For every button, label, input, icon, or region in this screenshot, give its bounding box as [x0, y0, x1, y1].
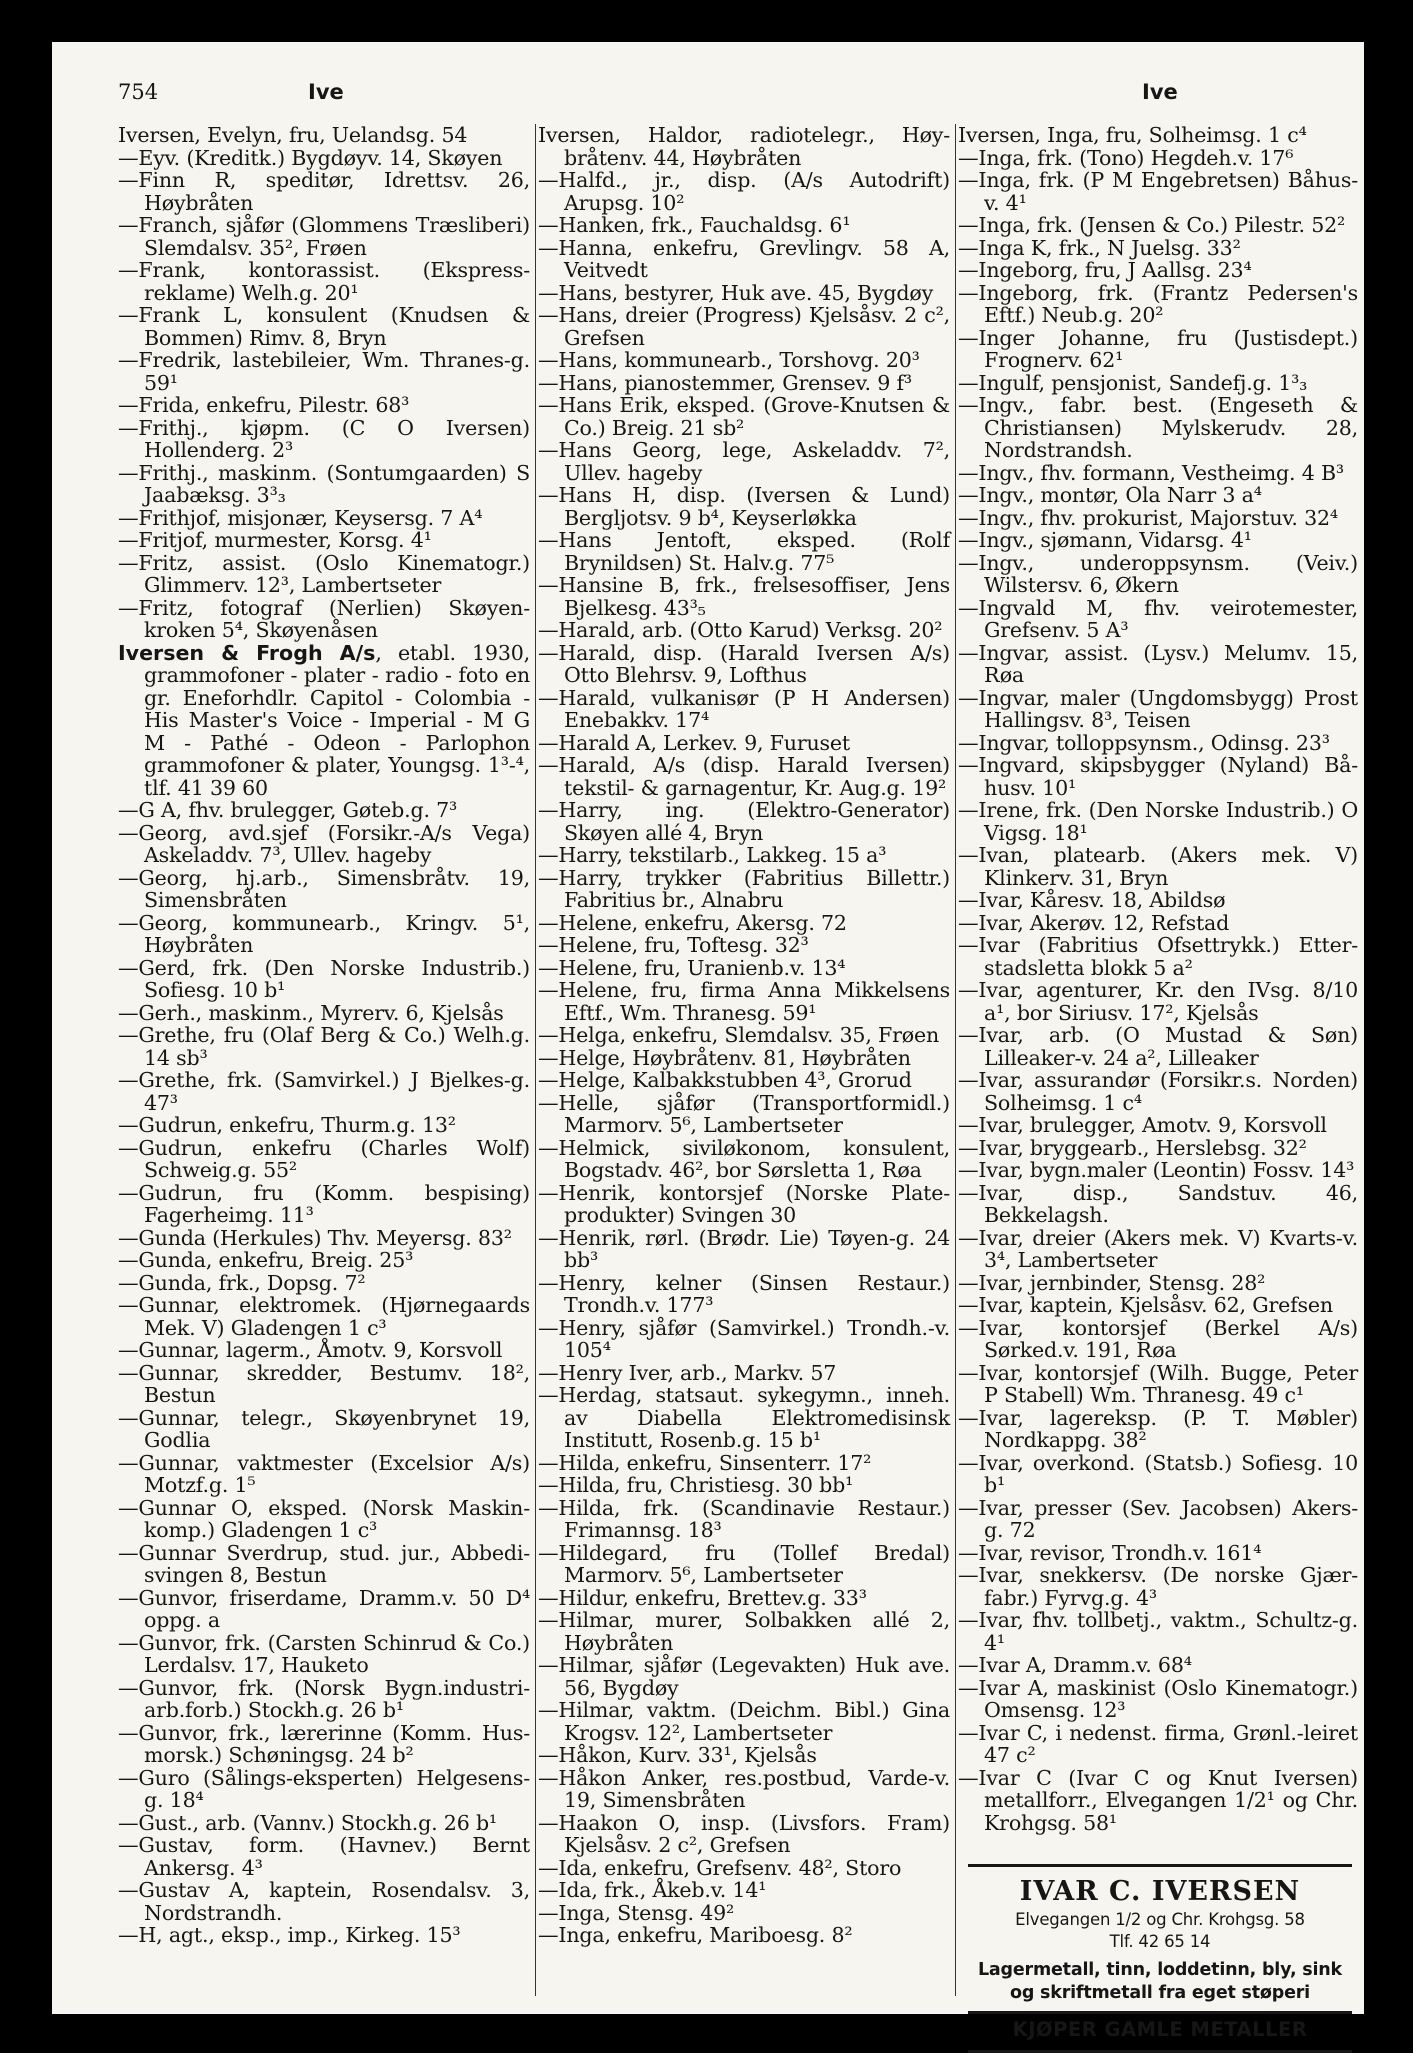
directory-entry: —Georg, kommunearb., Kringv. 5¹, Høybråten: [118, 910, 530, 957]
column-divider: [955, 124, 956, 1996]
directory-entry: —Harald, vulkanisør (P H Andersen) Enebakkv. 17⁴: [538, 685, 950, 732]
directory-entry: —Ingvard, skipsbygger (Nyland) Bå-husv. 10¹: [958, 753, 1358, 800]
directory-entry: —Gunvor, frk. (Norsk Bygn.industri-arb.forb.) Stockh.g. 26 b¹: [118, 1675, 530, 1722]
directory-entry: —Ivar, snekkersv. (De norske Gjær-fabr.) Fyrvg.g. 4³: [958, 1563, 1358, 1610]
directory-entry: —Harald, arb. (Otto Karud) Verksg. 20²: [538, 618, 943, 642]
directory-entry: —Ivar, agenturer, Kr. den IVsg. 8/10 a¹, bor Siriusv. 17², Kjelsås: [958, 978, 1358, 1025]
directory-entry: —Hilda, fru, Christiesg. 30 bb¹: [538, 1473, 854, 1497]
directory-entry: —Frithjof, misjonær, Keysersg. 7 A⁴: [118, 505, 483, 530]
directory-entry: —Helge, Kalbakkstubben 4³, Grorud: [538, 1068, 912, 1092]
directory-entry: —Harry, ing. (Elektro-Generator) Skøyen allé 4, Bryn: [538, 798, 950, 845]
directory-entry: —Gerh., maskinm., Myrerv. 6, Kjelsås: [118, 1000, 504, 1025]
page-header: [52, 80, 1364, 110]
directory-column-3: [958, 123, 1358, 2041]
directory-entry: —Ingv., underoppsynsm. (Veiv.) Wilstersv. 6, Økern: [958, 550, 1358, 597]
directory-entry: —Hans Erik, eksped. (Grove-Knutsen & Co.) Breig. 21 sb²: [538, 393, 950, 440]
directory-entry: —Grethe, fru (Olaf Berg & Co.) Welh.g. 14 sb³: [118, 1023, 530, 1070]
directory-entry: —Ivar C (Ivar C og Knut Iversen) metallforr., Elvegangen 1/2¹ og Chr. Krohgsg. 58¹: [958, 1765, 1358, 1835]
directory-entry: —Ivar, Akerøv. 12, Refstad: [958, 910, 1230, 935]
directory-entry: —Inga, frk. (P M Engebretsen) Båhus-v. 4¹: [958, 168, 1358, 215]
directory-entry: —Ivar, assurandør (Forsikr.s. Norden) Solheimsg. 1 c⁴: [958, 1068, 1358, 1115]
directory-entry: —Georg, hj.arb., Simensbråtv. 19, Simensbråten: [118, 865, 530, 912]
directory-entry: —Irene, frk. (Den Norske Industrib.) O Vigsg. 18¹: [958, 798, 1358, 845]
directory-column-2: [538, 124, 950, 1996]
directory-entry: —Ingv., fabr. best. (Engeseth & Christiansen) Mylskerudv. 28, Nordstrandsh.: [958, 393, 1358, 462]
directory-entry: Iversen, Evelyn, fru, Uelandsg. 54: [118, 123, 468, 147]
directory-entry: —Inga, frk. (Tono) Hegdeh.v. 17⁶: [958, 145, 1294, 170]
ad-company-name: IVAR C. IVERSEN: [1019, 1876, 1301, 1907]
directory-entry: —Gunnar, elektromek. (Hjørnegaards Mek. V) Gladengen 1 c³: [118, 1293, 530, 1340]
directory-entry: —Gustav A, kaptein, Rosendalsv. 3, Nordstrandh.: [118, 1878, 530, 1925]
directory-entry: —H, agt., eksp., imp., Kirkeg. 15³: [118, 1923, 461, 1947]
directory-entry: —Ivar A, maskinist (Oslo Kinematogr.) Omsensg. 12³: [958, 1675, 1358, 1722]
directory-entry: —Ida, frk., Åkeb.v. 14¹: [538, 1878, 767, 1902]
directory-entry: —Gunnar, telegr., Skøyenbrynet 19, Godlia: [118, 1405, 530, 1452]
directory-entry: —Ida, enkefru, Grefsenv. 48², Storo: [538, 1855, 902, 1880]
directory-entry: —Hanken, frk., Fauchaldsg. 6¹: [538, 213, 851, 237]
directory-entry: —Hans H, disp. (Iversen & Lund) Bergljotsv. 9 b⁴, Keyserløkka: [538, 483, 950, 530]
directory-entry: —Inga, Stensg. 49²: [538, 1900, 735, 1925]
directory-entry: —Helene, fru, Uranienb.v. 13⁴: [538, 955, 846, 980]
directory-entry: —Ivar, disp., Sandstuv. 46, Bekkelagsh.: [958, 1180, 1358, 1227]
directory-entry: —Ivar, kaptein, Kjelsåsv. 62, Grefsen: [958, 1293, 1333, 1317]
ad-phone: Tlf. 42 65 14: [1109, 1932, 1211, 1951]
directory-entry: —Hilmar, vaktm. (Deichm. Bibl.) Gina Krogsv. 12², Lambertseter: [538, 1698, 950, 1745]
directory-entry: —Helge, Høybråtenv. 81, Høybråten: [538, 1045, 911, 1070]
directory-entry: —Gunnar, vaktmester (Excelsior A/s) Motzf.g. 1⁵: [118, 1450, 530, 1497]
directory-entry: —Frithj., kjøpm. (C O Iversen) Hollenderg. 2³: [118, 415, 530, 462]
directory-entry: —Ingvar, maler (Ungdomsbygg) Prost Hallingsv. 8³, Teisen: [958, 685, 1358, 732]
directory-entry: —Helene, enkefru, Akersg. 72: [538, 910, 847, 935]
directory-entry: —Ingv., fhv. formann, Vestheimg. 4 B³: [958, 460, 1344, 485]
directory-entry: —Fritz, assist. (Oslo Kinematogr.) Glimmerv. 12³, Lambertseter: [118, 550, 530, 597]
directory-entry: —Ingvald M, fhv. veirotemester, Grefsenv. 5 A³: [958, 595, 1358, 642]
directory-entry: —Fritjof, murmester, Korsg. 4¹: [118, 528, 432, 552]
directory-entry: —Ivar, kontorsjef (Berkel A/s) Sørked.v. 191, Røa: [958, 1315, 1358, 1362]
directory-entry: Iversen & Frogh A/s, etabl. 1930, grammofoner - plater - radio - foto en gr. Eneforhdlr. Capitol - Colombia - His Master's Voice - Imperial - M G M - Pathé - Odeon - Parlophon grammofoner & plater, Youngsg. 1³-⁴, tlf. 41 39 60: [118, 640, 530, 800]
directory-entry: —Ivar, lagereksp. (P. T. Møbler) Nordkappg. 38²: [958, 1405, 1358, 1452]
directory-entry: —Hans, kommunearb., Torshovg. 20³: [538, 348, 920, 372]
directory-entry: —Helmick, siviløkonom, konsulent, Bogstadv. 46², bor Sørsletta 1, Røa: [538, 1135, 950, 1182]
directory-entry: —Grethe, frk. (Samvirkel.) J Bjelkes-g. 47³: [118, 1068, 530, 1115]
directory-entry: —Ingeborg, fru, J Aallsg. 23⁴: [958, 258, 1252, 282]
directory-entry: —Gustav, form. (Havnev.) Bernt Ankersg. 4³: [118, 1833, 530, 1880]
directory-page: [52, 42, 1364, 2041]
directory-entry: —Haakon O, insp. (Livsfors. Fram) Kjelsåsv. 2 c², Grefsen: [538, 1810, 950, 1857]
advertisement: [968, 1864, 1352, 2053]
directory-entry: —Eyv. (Kreditk.) Bygdøyv. 14, Skøyen: [118, 145, 503, 170]
directory-entry: —Gunvor, frk., lærerinne (Komm. Hus-morsk.) Schøningsg. 24 b²: [118, 1720, 530, 1767]
directory-entry: —Hilda, enkefru, Sinsenterr. 17²: [538, 1450, 872, 1475]
directory-entry: —Helle, sjåfør (Transportformidl.) Marmorv. 5⁶, Lambertseter: [538, 1090, 950, 1137]
directory-entry: —Håkon Anker, res.postbud, Varde-v. 19, Simensbråten: [538, 1765, 950, 1812]
directory-entry: —Hildegard, fru (Tollef Bredal) Marmorv. 5⁶, Lambertseter: [538, 1540, 950, 1587]
directory-entry: —Hildur, enkefru, Brettev.g. 33³: [538, 1585, 867, 1610]
ad-products-line-1: Lagermetall, tinn, loddetinn, bly, sink: [977, 1960, 1342, 1980]
header-keyword-right: Ive: [1142, 80, 1178, 104]
directory-entry: —Ivar, arb. (O Mustad & Søn) Lilleaker-v. 24 a², Lilleaker: [958, 1023, 1358, 1070]
directory-entry: —Herdag, statsaut. sykegymn., inneh. av Diabella Elektromedisinsk Institutt, Rosenb.g. 15 b¹: [538, 1383, 950, 1452]
directory-column-1: [118, 124, 530, 1996]
directory-entry: —Gudrun, enkefru, Thurm.g. 13²: [118, 1113, 456, 1137]
directory-entry: —Frank L, konsulent (Knudsen & Bommen) Rimv. 8, Bryn: [118, 303, 530, 350]
directory-entry: —Gunnar Sverdrup, stud. jur., Abbedi-svingen 8, Bestun: [118, 1540, 530, 1587]
directory-entry: —Helene, fru, firma Anna Mikkelsens Eftf., Wm. Thranesg. 59¹: [538, 978, 950, 1025]
directory-entry: —Ivar, presser (Sev. Jacobsen) Akers-g. 72: [958, 1495, 1358, 1542]
directory-entry: —Ivan, platearb. (Akers mek. V) Klinkerv. 31, Bryn: [958, 843, 1358, 890]
directory-entry: Iversen, Inga, fru, Solheimsg. 1 c⁴: [958, 123, 1307, 147]
directory-entry: —G A, fhv. brulegger, Gøteb.g. 7³: [118, 798, 458, 822]
directory-entry: —Ivar, dreier (Akers mek. V) Kvarts-v. 3⁴, Lambertseter: [958, 1225, 1358, 1272]
directory-entry: —Helene, fru, Toftesg. 32³: [538, 933, 809, 957]
directory-entry: —Henrik, kontorsjef (Norske Plate-produkter) Svingen 30: [538, 1180, 950, 1227]
directory-entry: —Fredrik, lastebileier, Wm. Thranes-g. 59¹: [118, 348, 530, 395]
directory-entry: —Inger Johanne, fru (Justisdept.) Frognerv. 62¹: [958, 325, 1358, 372]
directory-entry: —Henry Iver, arb., Markv. 57: [538, 1360, 837, 1385]
directory-entry: —Ivar C, i nedenst. firma, Grønl.-leiret 47 c²: [958, 1720, 1358, 1767]
directory-entry: —Ivar, fhv. tollbetj., vaktm., Schultz-g. 4¹: [958, 1608, 1358, 1655]
directory-entry: —Hans, pianostemmer, Grensev. 9 f³: [538, 370, 912, 395]
column-3-entries: [958, 124, 1358, 1834]
directory-entry: —Hanna, enkefru, Grevlingv. 58 A, Veitvedt: [538, 235, 950, 282]
directory-entry: —Inga K, frk., N Juelsg. 33²: [958, 235, 1241, 260]
directory-entry: —Gunda, frk., Dopsg. 7²: [118, 1270, 366, 1295]
directory-entry: —Ivar, overkond. (Statsb.) Sofiesg. 10 b¹: [958, 1450, 1358, 1497]
directory-entry: —Ivar, bryggearb., Herslebsg. 32²: [958, 1135, 1307, 1160]
directory-entry: —Helga, enkefru, Slemdalsv. 35, Frøen: [538, 1023, 940, 1047]
page-number: 754: [118, 80, 159, 104]
directory-entry: —Håkon, Kurv. 33¹, Kjelsås: [538, 1743, 817, 1767]
directory-entry: —Frank, kontorassist. (Ekspress-reklame) Welh.g. 20¹: [118, 258, 530, 305]
ad-slogan: KJØPER GAMLE METALLER: [968, 2011, 1352, 2044]
directory-entry: —Frithj., maskinm. (Sontumgaarden) S Jaabæksg. 3³₃: [118, 460, 530, 507]
directory-entry: —Hansine B, frk., frelsesoffiser, Jens Bjelkesg. 43³₅: [538, 573, 950, 620]
directory-entry: —Henrik, rørl. (Brødr. Lie) Tøyen-g. 24 bb³: [538, 1225, 950, 1272]
directory-entry: —Gust., arb. (Vannv.) Stockh.g. 26 b¹: [118, 1810, 497, 1835]
directory-entry: —Harald A, Lerkev. 9, Furuset: [538, 730, 850, 755]
directory-entry: —Ingvar, tolloppsynsm., Odinsg. 23³: [958, 730, 1330, 755]
directory-entry: —Hans, bestyrer, Huk ave. 45, Bygdøy: [538, 280, 934, 305]
directory-entry: —Ingeborg, frk. (Frantz Pedersen's Eftf.) Neub.g. 20²: [958, 280, 1358, 327]
directory-entry: —Hans Jentoft, eksped. (Rolf Brynildsen) St. Halv.g. 77⁵: [538, 528, 950, 575]
directory-entry: —Ingulf, pensjonist, Sandefj.g. 1³₃: [958, 370, 1308, 395]
directory-entry: —Hans Georg, lege, Askeladdv. 7², Ullev. hageby: [538, 438, 950, 485]
header-keyword-left: Ive: [308, 80, 344, 104]
directory-entry: —Guro (Sålings-eksperten) Helgesens-g. 18⁴: [118, 1765, 530, 1812]
directory-entry: —Ivar, brulegger, Amotv. 9, Korsvoll: [958, 1113, 1327, 1137]
directory-entry: —Gunvor, frk. (Carsten Schinrud & Co.) Lerdalsv. 17, Hauketo: [118, 1630, 530, 1677]
directory-entry: —Henry, sjåfør (Samvirkel.) Trondh.-v. 105⁴: [538, 1315, 950, 1362]
directory-entry: —Gudrun, fru (Komm. bespising) Fagerheimg. 11³: [118, 1180, 530, 1227]
directory-entry: —Ivar A, Dramm.v. 68⁴: [958, 1653, 1192, 1677]
directory-entry: —Hilmar, murer, Solbakken allé 2, Høybråten: [538, 1608, 950, 1655]
directory-entry: —Harry, trykker (Fabritius Billettr.) Fabritius br., Alnabru: [538, 865, 950, 912]
directory-entry: —Halfd., jr., disp. (A/s Autodrift) Arupsg. 10²: [538, 168, 950, 215]
directory-entry: —Ingvar, assist. (Lysv.) Melumv. 15, Røa: [958, 640, 1358, 687]
directory-entry: —Hilda, frk. (Scandinavie Restaur.) Frimannsg. 18³: [538, 1495, 950, 1542]
directory-entry: —Gudrun, enkefru (Charles Wolf) Schweig.g. 55²: [118, 1135, 530, 1182]
directory-entry: —Ingv., fhv. prokurist, Majorstuv. 32⁴: [958, 505, 1338, 530]
directory-entry: —Harry, tekstilarb., Lakkeg. 15 a³: [538, 843, 887, 867]
directory-entry: —Gunda, enkefru, Breig. 25³: [118, 1248, 414, 1272]
directory-entry: —Gerd, frk. (Den Norske Industrib.) Sofiesg. 10 b¹: [118, 955, 530, 1002]
directory-entry: —Finn R, speditør, Idrettsv. 26, Høybråten: [118, 168, 530, 215]
directory-entry: —Ingv., sjømann, Vidarsg. 4¹: [958, 528, 1252, 552]
directory-entry: —Inga, enkefru, Mariboesg. 8²: [538, 1923, 853, 1947]
directory-entry: —Henry, kelner (Sinsen Restaur.) Trondh.v. 177³: [538, 1270, 950, 1317]
directory-entry: —Hilmar, sjåfør (Legevakten) Huk ave. 56, Bygdøy: [538, 1653, 950, 1700]
column-divider: [535, 124, 536, 1996]
directory-entry: —Ivar, revisor, Trondh.v. 161⁴: [958, 1540, 1262, 1565]
directory-entry: —Fritz, fotograf (Nerlien) Skøyen-kroken 5⁴, Skøyenåsen: [118, 595, 530, 642]
ad-address: Elvegangen 1/2 og Chr. Krohgsg. 58: [1015, 1910, 1305, 1929]
directory-entry: —Georg, avd.sjef (Forsikr.-A/s Vega) Askeladdv. 7³, Ullev. hageby: [118, 820, 530, 867]
directory-entry: —Gunnar, lagerm., Åmotv. 9, Korsvoll: [118, 1338, 503, 1362]
directory-entry: —Hans, dreier (Progress) Kjelsåsv. 2 c², Grefsen: [538, 303, 950, 350]
directory-entry: Iversen, Haldor, radiotelegr., Høy-bråtenv. 44, Høybråten: [538, 123, 950, 170]
directory-entry: —Ivar, jernbinder, Stensg. 28²: [958, 1270, 1266, 1295]
directory-entry: —Gunnar, skredder, Bestumv. 18², Bestun: [118, 1360, 530, 1407]
directory-entry: —Gunnar O, eksped. (Norsk Maskin-komp.) Gladengen 1 c³: [118, 1495, 530, 1542]
directory-entry: —Harald, A/s (disp. Harald Iversen) tekstil- & garnagentur, Kr. Aug.g. 19²: [538, 753, 950, 800]
directory-entry: —Ivar, Kåresv. 18, Abildsø: [958, 888, 1226, 912]
directory-entry: —Inga, frk. (Jensen & Co.) Pilestr. 52²: [958, 213, 1346, 237]
directory-entry: —Ingv., montør, Ola Narr 3 a⁴: [958, 483, 1262, 507]
directory-entry: —Harald, disp. (Harald Iversen A/s) Otto Blehrsv. 9, Lofthus: [538, 640, 950, 687]
directory-entry: —Frida, enkefru, Pilestr. 68³: [118, 393, 410, 417]
ad-products-line-2: og skriftmetall fra eget støperi: [1010, 1983, 1310, 2003]
directory-entry: —Franch, sjåfør (Glommens Træsliberi) Slemdalsv. 35², Frøen: [118, 213, 530, 260]
directory-entry: —Ivar, bygn.maler (Leontin) Fossv. 14³: [958, 1158, 1355, 1182]
directory-entry: —Gunvor, friserdame, Dramm.v. 50 D⁴ oppg. a: [118, 1585, 530, 1632]
directory-entry: —Gunda (Herkules) Thv. Meyersg. 83²: [118, 1225, 512, 1250]
directory-entry: —Ivar, kontorsjef (Wilh. Bugge, Peter P Stabell) Wm. Thranesg. 49 c¹: [958, 1360, 1358, 1407]
directory-entry: —Ivar (Fabritius Ofsettrykk.) Etter-stadsletta blokk 5 a²: [958, 933, 1358, 980]
